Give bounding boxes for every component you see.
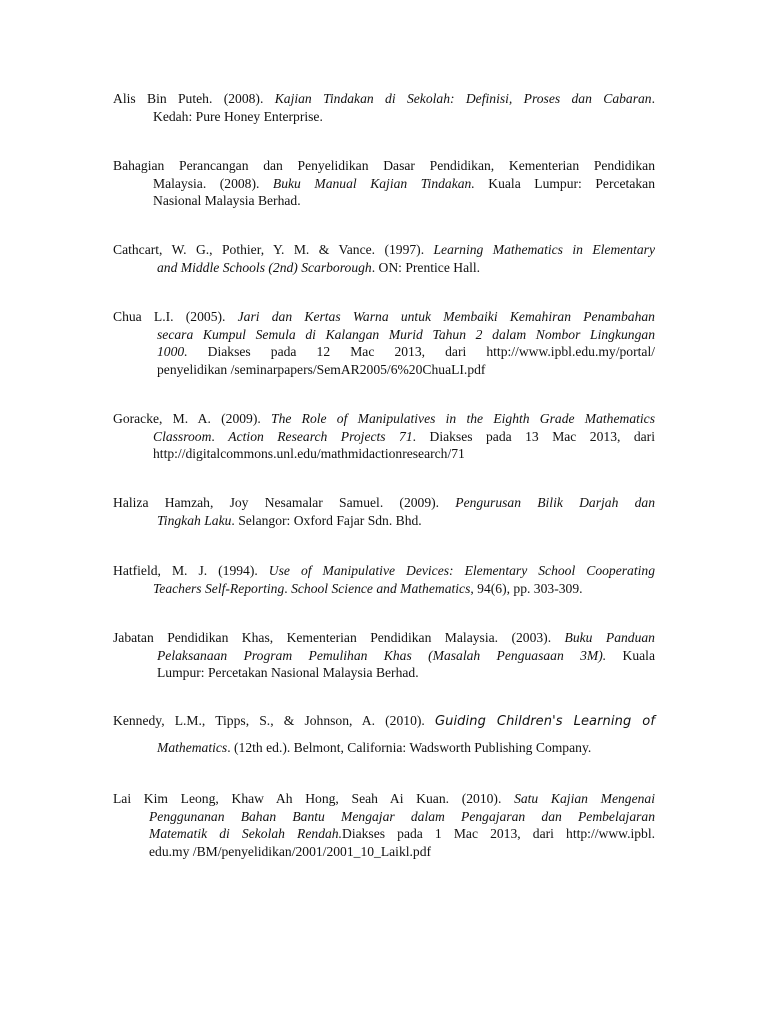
reference-title-text: School Science and Mathematics xyxy=(291,580,471,596)
reference-text: Hatfield, M. J. (1994). xyxy=(113,563,269,578)
reference-text: Diakses pada 1 Mac 2013, dari http://www.ipbl. xyxy=(342,826,656,842)
reference-text: Alis Bin Puteh. (2008). xyxy=(113,91,275,106)
reference-line xyxy=(113,790,655,808)
reference-line xyxy=(113,494,655,512)
reference-entry xyxy=(113,157,655,210)
reference-text: Kuala Lumpur: Percetakan xyxy=(474,175,655,191)
reference-text: Diakses pada 12 Mac 2013, dari http://www.ipbl.edu.my/portal/ xyxy=(187,344,655,360)
reference-title-text: Learning Mathematics in Elementary xyxy=(433,242,655,257)
reference-line xyxy=(113,259,655,277)
reference-line xyxy=(113,361,655,379)
reference-text: Kennedy, L.M., Tipps, S., & Johnson, A. (2010). xyxy=(113,713,435,728)
reference-text: penyelidikan /seminarpapers/SemAR2005/6%20ChuaLI.pdf xyxy=(157,361,486,377)
reference-text: Cathcart, W. G., Pothier, Y. M. & Vance. (1997). xyxy=(113,242,434,257)
reference-entry xyxy=(113,790,655,860)
reference-entry xyxy=(113,410,655,463)
reference-line xyxy=(113,712,655,731)
reference-title-text: Mathematics xyxy=(157,739,228,755)
reference-line xyxy=(113,410,655,428)
reference-title-text: 1000. xyxy=(157,344,188,360)
reference-text: Jabatan Pendidikan Khas, Kementerian Pendidikan Malaysia. (2003). xyxy=(113,630,565,645)
reference-title-text: Teachers Self-Reporting xyxy=(153,580,285,596)
reference-text: edu.my /BM/penyelidikan/2001/2001_10_Laikl.pdf xyxy=(149,843,432,859)
reference-text: . xyxy=(284,580,292,596)
reference-text: Lai Kim Leong, Khaw Ah Hong, Seah Ai Kuan. (2010). xyxy=(113,791,515,806)
reference-line xyxy=(113,192,655,210)
reference-line xyxy=(113,175,655,193)
reference-title-text: Pengurusan Bilik Darjah dan xyxy=(455,495,655,510)
reference-line xyxy=(113,739,655,757)
reference-text: Kedah: Pure Honey Enterprise. xyxy=(153,108,323,124)
reference-entry xyxy=(113,241,655,276)
reference-line xyxy=(113,825,655,843)
reference-title-text: Jari dan Kertas Warna untuk Membaiki Kemahiran Penambahan xyxy=(237,309,655,324)
reference-line xyxy=(113,808,655,826)
reference-title-text: and Middle Schools (2nd) Scarborough xyxy=(157,259,372,275)
reference-entry xyxy=(113,494,655,529)
reference-line xyxy=(113,326,655,344)
reference-entry xyxy=(113,90,655,125)
reference-entry xyxy=(113,712,655,756)
reference-line xyxy=(113,629,655,647)
reference-title-text: Guiding Children's Learning of xyxy=(434,714,656,729)
reference-title-text: Action Research Projects 71 xyxy=(228,428,413,444)
reference-title-text: Pelaksanaan Program Pemulihan Khas (Masalah Penguasaan 3M). xyxy=(157,647,607,663)
reference-text: Lumpur: Percetakan Nasional Malaysia Berhad. xyxy=(157,665,419,681)
reference-title-text: Classroom xyxy=(153,428,212,444)
reference-line xyxy=(113,428,655,446)
reference-text: Bahagian Perancangan dan Penyelidikan Dasar Pendidikan, Kementerian Pendidikan xyxy=(113,158,655,173)
reference-text: http://digitalcommons.unl.edu/mathmidactionresearch/71 xyxy=(153,446,465,462)
reference-text: . Selangor: Oxford Fajar Sdn. Bhd. xyxy=(231,512,422,528)
reference-title-text: secara Kumpul Semula di Kalangan Murid Tahun 2 dalam Nombor Lingkungan xyxy=(157,326,655,342)
reference-line xyxy=(113,664,655,682)
reference-line xyxy=(113,241,655,259)
reference-line xyxy=(113,512,655,530)
reference-line xyxy=(113,647,655,665)
reference-title-text: Kajian Tindakan di Sekolah: Definisi, Proses dan Cabaran xyxy=(274,91,652,106)
reference-line xyxy=(113,843,655,861)
reference-title-text: Buku Manual Kajian Tindakan. xyxy=(272,175,475,191)
reference-text: Malaysia. (2008). xyxy=(153,175,273,191)
reference-line xyxy=(113,90,655,108)
reference-line xyxy=(113,445,655,463)
reference-text: . (12th ed.). Belmont, California: Wadsworth Publishing Company. xyxy=(227,739,592,755)
reference-text: . xyxy=(211,428,229,444)
reference-line xyxy=(113,108,655,126)
reference-text: Goracke, M. A. (2009). xyxy=(113,411,272,426)
reference-entry xyxy=(113,562,655,597)
reference-title-text: Matematik di Sekolah Rendah. xyxy=(149,826,342,842)
reference-line xyxy=(113,580,655,598)
reference-line xyxy=(113,562,655,580)
reference-line xyxy=(113,308,655,326)
reference-entry xyxy=(113,629,655,682)
reference-text: Haliza Hamzah, Joy Nesamalar Samuel. (2009). xyxy=(113,495,456,510)
reference-title-text: Tingkah Laku xyxy=(157,512,232,528)
reference-text: . ON: Prentice Hall. xyxy=(371,259,481,275)
reference-title-text: Use of Manipulative Devices: Elementary School Cooperating xyxy=(268,563,655,578)
reference-line xyxy=(113,343,655,361)
reference-title-text: The Role of Manipulatives in the Eighth Grade Mathematics xyxy=(271,411,656,426)
reference-title-text: Penggunanan Bahan Bantu Mengajar dalam Pengajaran dan Pembelajaran xyxy=(149,808,655,824)
reference-title-text: Satu Kajian Mengenai xyxy=(514,791,655,806)
reference-title-text: Buku Panduan xyxy=(564,630,655,645)
reference-text: Kuala xyxy=(606,647,655,663)
reference-line xyxy=(113,157,655,175)
reference-text: . xyxy=(651,91,655,106)
reference-text: , 94(6), pp. 303-309. xyxy=(470,580,583,596)
reference-entry xyxy=(113,308,655,378)
reference-text: . Diakses pada 13 Mac 2013, dari xyxy=(412,428,655,444)
reference-text: Chua L.I. (2005). xyxy=(113,309,238,324)
reference-text: Nasional Malaysia Berhad. xyxy=(153,193,301,209)
